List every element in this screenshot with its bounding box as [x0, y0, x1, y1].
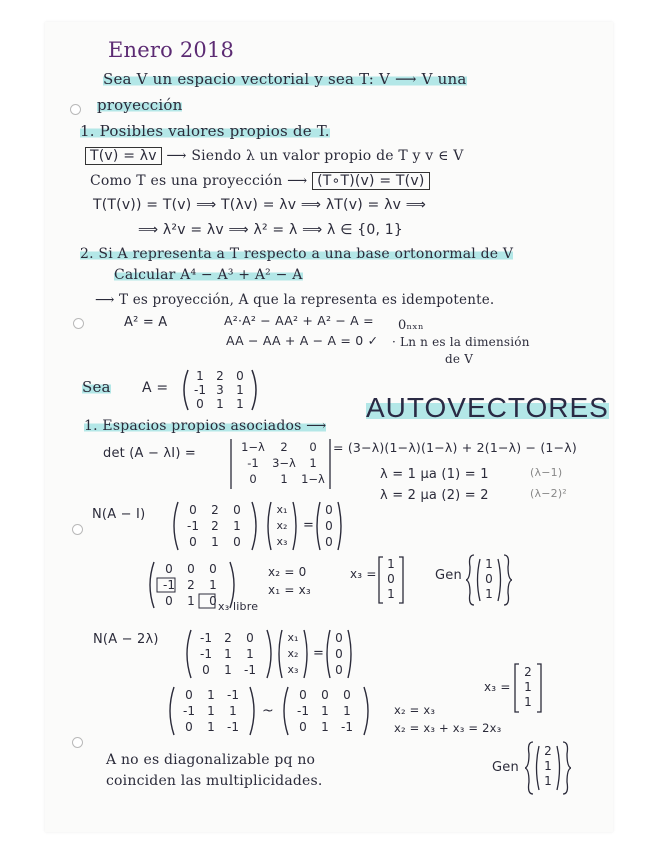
matrix-cell: -1: [244, 663, 256, 677]
lambda-1: λ = 1 μa (1) = 1: [380, 467, 489, 482]
matrix-cell: 0: [202, 663, 210, 677]
matrix-cell: 1: [236, 383, 244, 397]
matrix-cell: 2: [280, 440, 288, 454]
n1-gen-cells: [481, 557, 497, 602]
null-space-2-label: N(A − 2λ): [93, 632, 159, 647]
eigen-equation-box: T(v) = λv: [85, 147, 162, 165]
q1-line2-text: Como T es una proyección ⟶: [90, 173, 308, 189]
n1-x3-libre: x₃ libre: [218, 600, 259, 613]
matrix-cell: -1: [200, 647, 212, 661]
matrix-cell: 0: [209, 594, 217, 608]
matrix-cell: 0: [246, 631, 254, 645]
n1-zero-cells: [321, 502, 337, 550]
matrix-cell: 1: [524, 695, 532, 709]
q2-a-squared: A² = A: [124, 315, 168, 330]
n2-equals: =: [313, 646, 325, 661]
matrix-cell: -1: [227, 720, 239, 734]
n1-x3-label: x₃ =: [350, 567, 377, 581]
n1-gen-vector: [466, 553, 512, 607]
matrix-cell: 0: [309, 440, 317, 454]
matrix-cell: 0: [299, 720, 307, 734]
matrix-cell: 0: [185, 688, 193, 702]
matrix-cell: 2: [211, 503, 219, 517]
matrix-cell: 0: [196, 397, 204, 411]
punch-hole: [72, 737, 83, 748]
matrix-cell: 1: [233, 519, 241, 533]
matrix-cell: 1: [216, 397, 224, 411]
matrix-cell: 0: [185, 720, 193, 734]
n1-x1-eq: x₁ = x₃: [268, 583, 311, 597]
matrix-cell: -1: [200, 631, 212, 645]
matrix-cell: x₂: [276, 519, 288, 532]
matrix-cell: 3−λ: [272, 456, 296, 470]
matrix-cell: x₃: [287, 663, 299, 676]
q2-note-of-v: de V: [445, 352, 474, 366]
matrix-cell: 1: [246, 647, 254, 661]
matrix-cell: 0: [321, 688, 329, 702]
n1-reduced-cells: [158, 561, 224, 609]
matrix-cell: x₃: [276, 535, 288, 548]
n1-gen-label: Gen: [435, 568, 462, 583]
matrix-cell: 1−λ: [241, 440, 265, 454]
matrix-cell: 0: [165, 562, 173, 576]
matrix-cell: x₁: [276, 503, 288, 516]
matrix-cell: 1: [207, 704, 215, 718]
matrix-cell: 2: [211, 519, 219, 533]
punch-hole: [72, 524, 83, 535]
conclusion-line-2: coinciden las multiplicidades.: [106, 773, 323, 789]
matrix-cell: 0: [189, 535, 197, 549]
a-equals: A =: [142, 380, 169, 396]
n2-gen-label: Gen: [492, 760, 519, 775]
q1-line1-rest: ⟶ Siendo λ un valor propio de T y v ∈ V: [166, 148, 464, 164]
matrix-cell: 0: [343, 688, 351, 702]
det-result: = (3−λ)(1−λ)(1−λ) + 2(1−λ) − (1−λ): [333, 440, 577, 455]
n2-vector-cells: [283, 630, 303, 678]
n1-x3-cells: [383, 557, 399, 602]
matrix-cell: 1: [485, 557, 493, 571]
n2-x3-vector: [513, 662, 543, 714]
n2-eq-1: x₂ = x₃: [394, 703, 436, 717]
matrix-cell: 0: [233, 535, 241, 549]
part1-heading: 1. Espacios propios asociados ⟶: [84, 418, 327, 434]
autovectores-title: AUTOVECTORES: [366, 392, 609, 423]
matrix-cell: -1: [187, 519, 199, 533]
sea-label: Sea: [82, 378, 111, 396]
matrix-cell: 1: [544, 774, 552, 788]
matrix-cell: 0: [299, 688, 307, 702]
det-label: det (A − λI) =: [103, 446, 197, 461]
n2-zero-cells: [331, 630, 347, 678]
matrix-cell: 2: [544, 744, 552, 758]
n1-vector: [265, 500, 299, 552]
matrix-cell: 1: [236, 397, 244, 411]
n2-matrix: [183, 628, 275, 680]
matrix-cell: 0: [335, 631, 343, 645]
q2-heading-b: Calcular A⁴ − A³ + A² − A: [114, 267, 303, 283]
matrix-cell: 0: [335, 647, 343, 661]
matrix-cell: 1−λ: [301, 472, 325, 486]
n1-x3-vector: [377, 555, 405, 605]
matrix-cell: x₂: [287, 647, 299, 660]
n2-step-matrix-2: [280, 685, 372, 737]
matrix-cell: 1: [196, 369, 204, 383]
n2-gen-vector: [525, 740, 571, 796]
matrix-cell: -1: [341, 720, 353, 734]
matrix-cell: 2: [524, 665, 532, 679]
intro-line-2: proyección: [97, 96, 183, 114]
matrix-cell: 2: [187, 578, 195, 592]
matrix-cell: 0: [233, 503, 241, 517]
q1-line2: [90, 173, 430, 189]
matrix-cell: -1: [194, 383, 206, 397]
matrix-a-cells: [190, 369, 250, 411]
intro-line-1: Sea V un espacio vectorial y sea T: V ⟶ V una: [103, 70, 467, 88]
punch-hole: [73, 318, 84, 329]
page-title: Enero 2018: [108, 38, 235, 62]
matrix-cell: -1: [297, 704, 309, 718]
q2-line1: ⟶ T es proyección, A que la representa es idempotente.: [95, 292, 495, 308]
matrix-cell: 0: [335, 663, 343, 677]
n2-x3-cells: [520, 665, 536, 710]
matrix-cell: 1: [321, 704, 329, 718]
q2-expansion-2: AA − AA + A − A = 0 ✓: [226, 333, 379, 348]
matrix-cell: 0: [249, 472, 257, 486]
matrix-cell: -1: [227, 688, 239, 702]
q1-line3: T(T(v)) = T(v) ⟹ T(λv) = λv ⟹ λT(v) = λv ⟹: [93, 197, 426, 213]
null-space-1-label: N(A − I): [92, 507, 146, 522]
q2-note-dimension: · Ln n es la dimensión: [392, 335, 530, 349]
q2-expansion-1: A²·A² − AA² + A² − A =: [224, 313, 374, 328]
matrix-cell: 1: [387, 587, 395, 601]
matrix-cell: 1: [229, 704, 237, 718]
matrix-cell: 1: [321, 720, 329, 734]
n1-x2-eq: x₂ = 0: [268, 565, 307, 579]
det-matrix-cells: [236, 439, 328, 487]
n1-matrix-cells: [182, 502, 248, 550]
matrix-cell: 1: [485, 587, 493, 601]
matrix-cell: 0: [387, 572, 395, 586]
projection-equation-box: (T∘T)(v) = T(v): [312, 172, 429, 190]
matrix-cell: 3: [216, 383, 224, 397]
n1-vector-cells: [272, 502, 292, 550]
n2-zero-vector: [324, 628, 354, 680]
matrix-cell: x₁: [287, 631, 299, 644]
det-matrix: [228, 437, 333, 491]
matrix-cell: 0: [236, 369, 244, 383]
q2-heading-a: 2. Si A representa a T respecto a una base ortonormal de V: [80, 246, 514, 262]
matrix-cell: 0: [165, 594, 173, 608]
matrix-cell: 1: [524, 680, 532, 694]
matrix-cell: -1: [183, 704, 195, 718]
punch-hole: [70, 104, 81, 115]
n2-gen-cells: [540, 744, 556, 789]
matrix-cell: 0: [325, 519, 333, 533]
q1-line1: [85, 148, 464, 164]
matrix-cell: -1: [163, 578, 175, 592]
factor-2: (λ−2)²: [530, 487, 567, 500]
n2-matrix-cells: [195, 630, 261, 678]
n2-x3-label: x₃ =: [484, 680, 511, 694]
matrix-cell: 1: [209, 578, 217, 592]
matrix-cell: 0: [187, 562, 195, 576]
matrix-cell: 1: [544, 759, 552, 773]
q1-heading: 1. Posibles valores propios de T.: [80, 122, 330, 140]
matrix-cell: 0: [189, 503, 197, 517]
matrix-a: [180, 368, 260, 412]
q2-note-zero: 0ₙₓₙ: [398, 318, 424, 333]
matrix-cell: 1: [207, 720, 215, 734]
n2-step-matrix-1: [166, 685, 258, 737]
matrix-cell: 0: [325, 503, 333, 517]
matrix-cell: 0: [485, 572, 493, 586]
matrix-cell: 1: [280, 472, 288, 486]
n2-step2-cells: [292, 687, 358, 735]
matrix-cell: -1: [247, 456, 259, 470]
matrix-cell: 1: [224, 663, 232, 677]
q1-line4: ⟹ λ²v = λv ⟹ λ² = λ ⟹ λ ∈ {0, 1}: [138, 222, 403, 238]
matrix-cell: 1: [224, 647, 232, 661]
matrix-cell: 0: [209, 562, 217, 576]
n2-vector: [276, 628, 310, 680]
n2-tilde: ~: [262, 703, 274, 719]
matrix-cell: 2: [224, 631, 232, 645]
n1-matrix: [170, 500, 260, 552]
conclusion-line-1: A no es diagonalizable pq no: [106, 752, 316, 768]
n1-equals: =: [303, 518, 315, 533]
n2-step1-cells: [178, 687, 244, 735]
n1-zero-vector: [314, 500, 344, 552]
lambda-2: λ = 2 μa (2) = 2: [380, 488, 489, 503]
matrix-cell: 1: [343, 704, 351, 718]
matrix-cell: 1: [207, 688, 215, 702]
matrix-cell: 0: [325, 535, 333, 549]
matrix-cell: 1: [309, 456, 317, 470]
matrix-cell: 1: [387, 557, 395, 571]
matrix-cell: 1: [211, 535, 219, 549]
matrix-cell: 2: [216, 369, 224, 383]
factor-1: (λ−1): [530, 466, 563, 479]
n2-eq-2: x₂ = x₃ + x₃ = 2x₃: [394, 721, 502, 735]
matrix-cell: 1: [187, 594, 195, 608]
